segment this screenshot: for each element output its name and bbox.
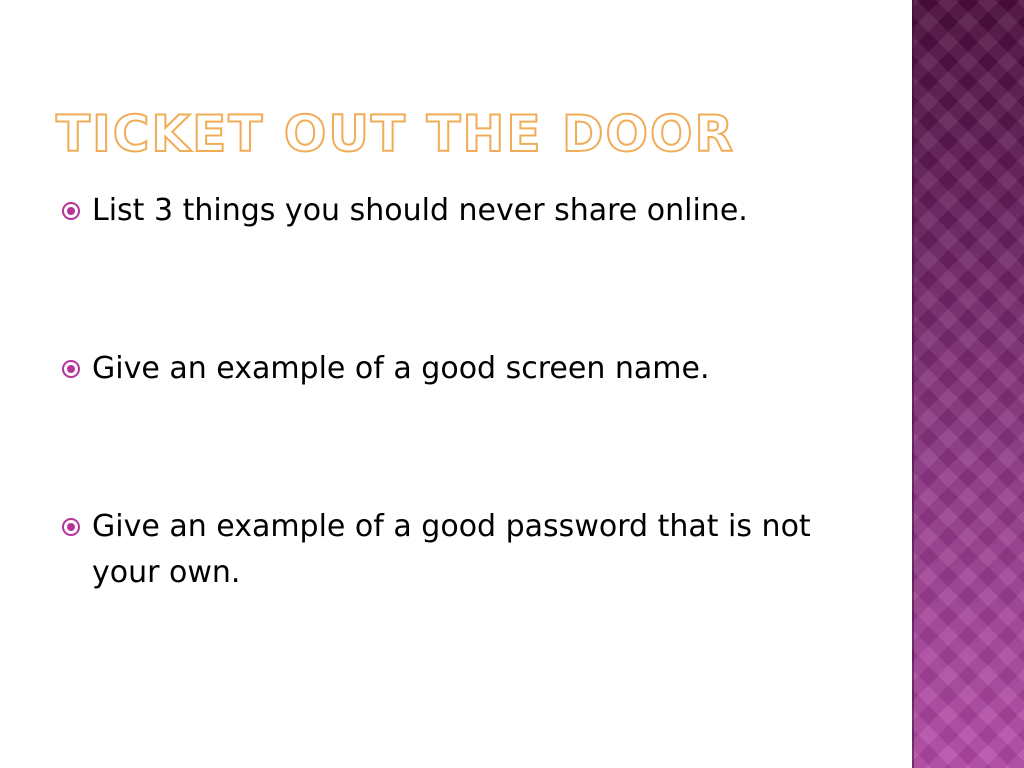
decorative-side-band: [912, 0, 1024, 768]
bullet-text: Give an example of a good screen name.: [92, 351, 710, 386]
side-band-edge: [912, 0, 914, 768]
circle-dot-bullet-icon: [62, 518, 80, 536]
circle-dot-bullet-icon: [62, 360, 80, 378]
slide-title: TICKET OUT THE DOOR: [56, 105, 735, 163]
bullet-item: [60, 188, 840, 234]
bullet-text: Give an example of a good password that is not your own.: [92, 509, 811, 590]
bullet-list: [60, 188, 840, 596]
bullet-item: [60, 346, 840, 392]
bullet-text: List 3 things you should never share online.: [92, 193, 748, 228]
bullet-item: [60, 504, 840, 596]
circle-dot-bullet-icon: [62, 202, 80, 220]
